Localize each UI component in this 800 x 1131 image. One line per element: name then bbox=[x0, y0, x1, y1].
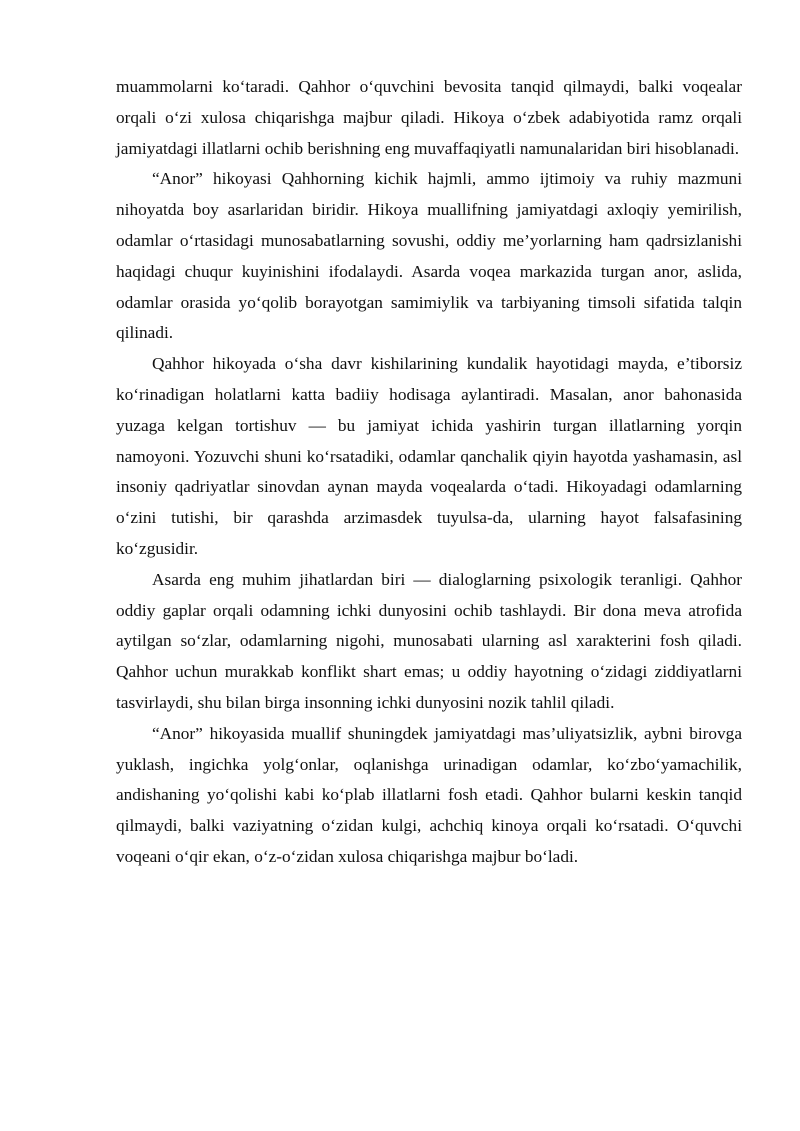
paragraph: “Anor” hikoyasi Qahhorning kichik hajmli, ammo ijtimoiy va ruhiy mazmuni nihoyatda boy asarlaridan biridir. Hikoya muallifning jamiyatdagi axloqiy yemirilish, odamlar o‘rtasidagi munosabatlarning sovushi, oddiy me’yorlarning ham qadrsizlanishi haqidagi chuqur kuyinishini ifodalaydi. Asarda voqea markazida turgan anor, aslida, odamlar orasida yo‘qolib borayotgan samimiylik va tarbiyaning timsoli sifatida talqin qilinadi. bbox=[116, 169, 742, 343]
paragraph: Qahhor hikoyada o‘sha davr kishilarining kundalik hayotidagi mayda, e’tiborsiz ko‘rinadigan holatlarni katta badiiy hodisaga aylantiradi. Masalan, anor bahonasida yuzaga kelgan tortishuv — bu jamiyat ichida yashirin turgan illatlarning yorqin namoyoni. Yozuvchi shuni ko‘rsatadiki, odamlar qanchalik qiyin hayotda yashamasin, asl insoniy qadriyatlar sinovdan aynan mayda voqealarda o‘tadi. Hikoyadagi odamlarning o‘zini tutishi, bir qarashda arzimasdek tuyulsa-da, ularning hayot falsafasining ko‘zgusidir. bbox=[116, 354, 742, 558]
paragraph-continuation: muammolarni ko‘taradi. Qahhor o‘quvchini bevosita tanqid qilmaydi, balki voqealar orqali o‘zi xulosa chiqarishga majbur qiladi. Hikoya o‘zbek adabiyotida ramz orqali jamiyatdagi illatlarni ochib berishning eng muvaffaqiyatli namunalaridan biri hisoblanadi. bbox=[116, 77, 742, 158]
paragraph: “Anor” hikoyasida muallif shuningdek jamiyatdagi mas’uliyatsizlik, aybni birovga yuklash, ingichka yolg‘onlar, oqlanishga urinadigan odamlar, ko‘zbo‘yamachilik, andishaning yo‘qolishi kabi ko‘plab illatlarni fosh etadi. Qahhor bularni keskin tanqid qilmaydi, balki vaziyatning o‘zidan kulgi, achchiq kinoya orqali ko‘rsatadi. O‘quvchi voqeani o‘qir ekan, o‘z-o‘zidan xulosa chiqarishga majbur bo‘ladi. bbox=[116, 723, 742, 866]
paragraph: Asarda eng muhim jihatlardan biri — dialoglarning psixologik teranligi. Qahhor oddiy gaplar orqali odamning ichki dunyosini ochib tashlaydi. Bir dona meva atrofida aytilgan so‘zlar, odamlarning nigohi, munosabati ularning asl xarakterini fosh qiladi. Qahhor uchun murakkab konflikt shart emas; u oddiy hayotning o‘zidagi ziddiyatlarni tasvirlaydi, shu bilan birga insonning ichki dunyosini nozik tahlil qiladi. bbox=[116, 569, 742, 712]
body-text bbox=[116, 72, 742, 873]
